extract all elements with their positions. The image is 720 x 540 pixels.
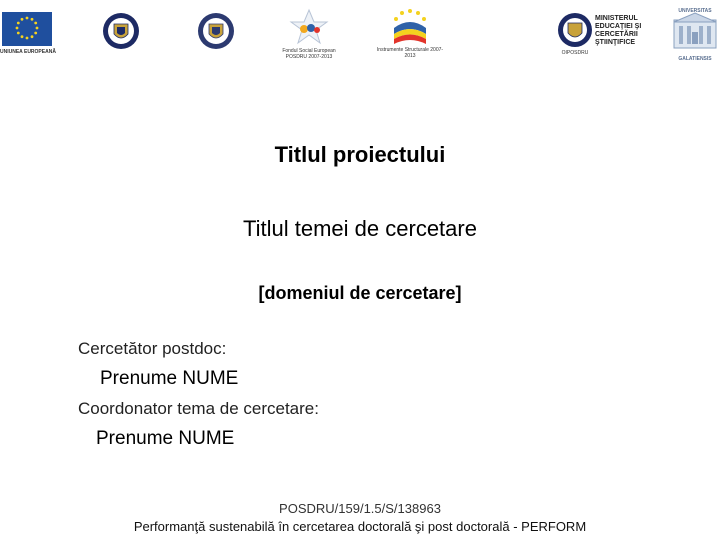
university-caption-bottom: GALATIENSIS [678, 56, 712, 62]
university-caption-top: UNIVERSITAS [678, 8, 712, 14]
researcher-name: Prenume NUME [100, 368, 239, 389]
government-seal-logo [102, 12, 140, 50]
ministry-seal-logo [197, 12, 235, 50]
project-title: Titlul proiectului [274, 142, 446, 167]
university-logo [672, 8, 718, 56]
structural-instruments-logo [388, 6, 432, 46]
project-code: POSDRU/159/1.5/S/138963 [279, 501, 441, 516]
logo-bar [0, 0, 720, 66]
ministry-line-1: MINISTERUL [595, 15, 638, 22]
eu-caption: UNIUNEA EUROPEANĂ [0, 49, 56, 55]
research-topic-title: Titlul temei de cercetare [243, 216, 477, 241]
researcher-label: Cercetător postdoc: [78, 339, 227, 358]
oiposdru-seal-logo [557, 12, 593, 48]
eu-flag-logo [2, 12, 52, 46]
ministry-line-4: ŞTIINŢIFICE [595, 39, 636, 46]
ministry-line-2: EDUCAŢIEI ŞI [595, 23, 642, 30]
instruments-caption: Instrumente Structurale 2007-2013 [376, 47, 444, 59]
fse-caption: Fondul Social European POSDRU 2007-2013 [282, 48, 336, 60]
project-name: Performanţă sustenabilă în cercetarea doctorală şi post doctorală - PERFORM [133, 519, 587, 534]
oiposdru-caption: OIPOSDRU [561, 50, 589, 56]
fse-logo [285, 8, 333, 48]
research-domain: [domeniul de cercetare] [258, 283, 462, 303]
coordinator-name: Prenume NUME [96, 428, 235, 449]
ministry-name-text [595, 15, 641, 47]
ministry-line-3: CERCETĂRII [595, 31, 638, 38]
coordinator-label: Coordonator tema de cercetare: [78, 399, 319, 418]
